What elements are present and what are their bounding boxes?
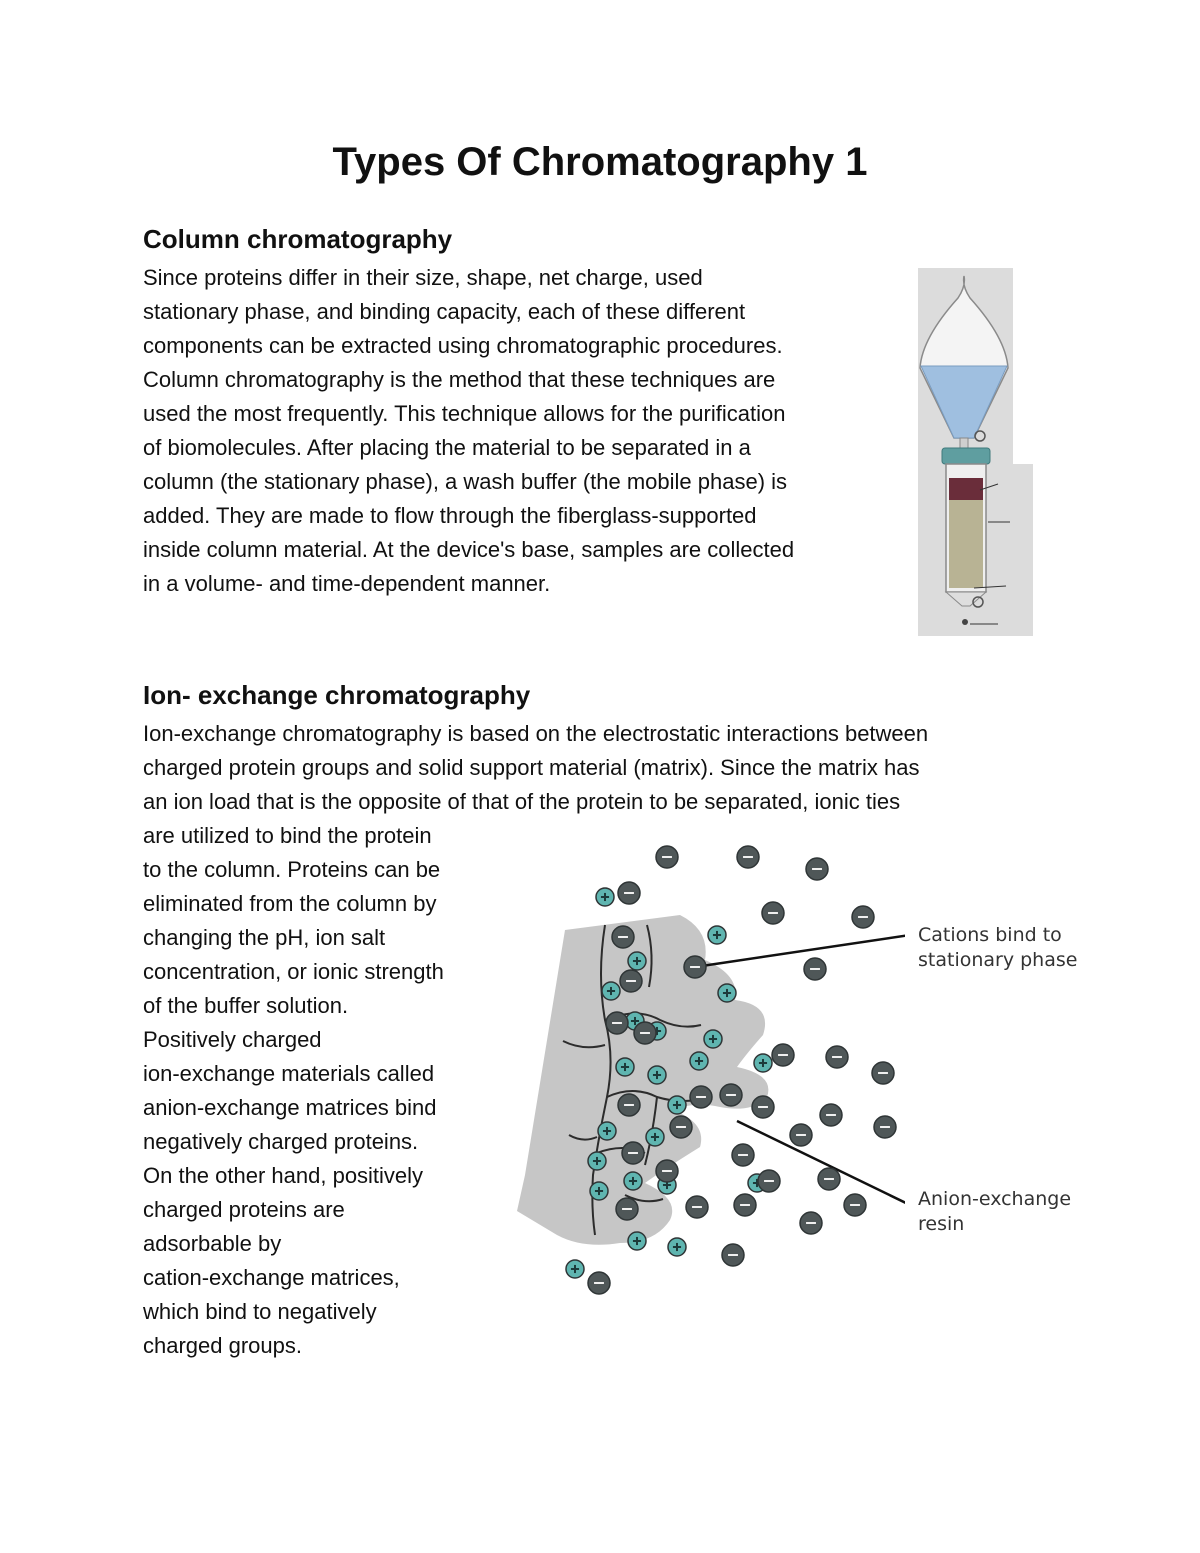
anion-icon <box>634 1022 656 1044</box>
paragraph-line: Positively charged <box>143 1027 322 1052</box>
anion-icon <box>752 1096 774 1118</box>
stationary-phase <box>949 500 983 588</box>
cation-icon <box>646 1128 664 1146</box>
anion-icon <box>826 1046 848 1068</box>
cation-icon <box>628 952 646 970</box>
drop-icon <box>962 619 968 625</box>
anion-icon <box>620 970 642 992</box>
paragraph-line: negatively charged proteins. <box>143 1129 419 1154</box>
callout-line-2: resin <box>918 1213 965 1235</box>
anion-icon <box>872 1062 894 1084</box>
cation-icon <box>628 1232 646 1250</box>
paragraph-line: stationary phase, and binding capacity, each of these different <box>143 299 746 324</box>
anion-icon <box>820 1104 842 1126</box>
paragraph-line: used the most frequently. This technique allows for the purification <box>143 401 786 426</box>
anion-icon <box>656 1160 678 1182</box>
callout-line-1: Cations bind to <box>918 924 1062 946</box>
anion-icon <box>806 858 828 880</box>
cation-icon <box>704 1030 722 1048</box>
anion-icon <box>804 958 826 980</box>
column-chromatography-paragraph <box>143 261 794 601</box>
cation-icon <box>668 1238 686 1256</box>
anion-icon <box>684 956 706 978</box>
ion-exchange-figure <box>505 835 905 1315</box>
paragraph-line: an ion load that is the opposite of that of the protein to be separated, ionic ties <box>143 789 901 814</box>
anion-icon <box>686 1196 708 1218</box>
callout-line-1: Anion-exchange <box>918 1188 1072 1210</box>
anion-icon <box>616 1198 638 1220</box>
paragraph-line: charged groups. <box>143 1333 302 1358</box>
figure-background-tab <box>1013 464 1033 636</box>
paragraph-line: concentration, or ionic strength <box>143 959 444 984</box>
anion-icon <box>622 1142 644 1164</box>
callout-line-2: stationary phase <box>918 949 1078 971</box>
section-heading-ion-exchange: Ion- exchange chromatography <box>143 680 531 710</box>
cation-icon <box>602 982 620 1000</box>
anion-icon <box>618 1094 640 1116</box>
cation-icon <box>624 1172 642 1190</box>
cation-icon <box>708 926 726 944</box>
anion-icon <box>690 1086 712 1108</box>
anion-icon <box>722 1244 744 1266</box>
cation-icon <box>754 1054 772 1072</box>
column-cap <box>942 448 990 464</box>
cation-icon <box>648 1066 666 1084</box>
paragraph-line: inside column material. At the device's base, samples are collected <box>143 537 795 562</box>
anion-icon <box>656 846 678 868</box>
cation-icon <box>718 984 736 1002</box>
column-apparatus-figure <box>918 268 1036 636</box>
paragraph-line: are utilized to bind the protein <box>143 823 432 848</box>
anion-icon <box>618 882 640 904</box>
anion-icon <box>844 1194 866 1216</box>
callout-line-cations <box>695 935 905 967</box>
paragraph-line: components can be extracted using chromatographic procedures. <box>143 333 783 358</box>
cation-icon <box>566 1260 584 1278</box>
paragraph-line: charged protein groups and solid support material (matrix). Since the matrix has <box>143 755 920 780</box>
anion-icon <box>734 1194 756 1216</box>
cation-icon <box>616 1058 634 1076</box>
anion-icon <box>670 1116 692 1138</box>
paragraph-line: Column chromatography is the method that these techniques are <box>143 367 776 392</box>
paragraph-line: Ion-exchange chromatography is based on the electrostatic interactions between <box>143 721 929 746</box>
callout-label-resin <box>918 1187 1071 1237</box>
paragraph-line: cation-exchange matrices, <box>143 1265 400 1290</box>
anion-icon <box>606 1012 628 1034</box>
anion-icon <box>720 1084 742 1106</box>
paragraph-line: of biomolecules. After placing the material to be separated in a <box>143 435 751 460</box>
anion-icon <box>874 1116 896 1138</box>
anion-icon <box>852 906 874 928</box>
anion-icon <box>800 1212 822 1234</box>
anion-icon <box>758 1170 780 1192</box>
cation-icon <box>588 1152 606 1170</box>
cation-icon <box>668 1096 686 1114</box>
paragraph-line: anion-exchange matrices bind <box>143 1095 437 1120</box>
anion-icon <box>612 926 634 948</box>
paragraph-line: On the other hand, positively <box>143 1163 424 1188</box>
paragraph-line: to the column. Proteins can be <box>143 857 441 882</box>
page-title: Types Of Chromatography 1 <box>332 140 868 184</box>
anion-icon <box>818 1168 840 1190</box>
paragraph-line: column (the stationary phase), a wash buffer (the mobile phase) is <box>143 469 788 494</box>
anion-icon <box>762 902 784 924</box>
cation-icon <box>590 1182 608 1200</box>
cation-icon <box>596 888 614 906</box>
anion-icon <box>737 846 759 868</box>
paragraph-line: in a volume- and time-dependent manner. <box>143 571 551 596</box>
paragraph-line: changing the pH, ion salt <box>143 925 386 950</box>
callout-label-cations <box>918 923 1077 973</box>
anion-icon <box>588 1272 610 1294</box>
paragraph-line: added. They are made to flow through the fiberglass-supported <box>143 503 757 528</box>
section-heading-column: Column chromatography <box>143 224 453 254</box>
paragraph-line: of the buffer solution. <box>143 993 349 1018</box>
paragraph-line: charged proteins are <box>143 1197 345 1222</box>
cation-icon <box>690 1052 708 1070</box>
anion-icon <box>732 1144 754 1166</box>
paragraph-line: which bind to negatively <box>143 1299 377 1324</box>
sample-band <box>949 478 983 500</box>
paragraph-line: ion-exchange materials called <box>143 1061 435 1086</box>
cation-icon <box>598 1122 616 1140</box>
anion-icon <box>790 1124 812 1146</box>
paragraph-line: Since proteins differ in their size, shape, net charge, used <box>143 265 703 290</box>
anion-icon <box>772 1044 794 1066</box>
paragraph-line: eliminated from the column by <box>143 891 437 916</box>
paragraph-line: adsorbable by <box>143 1231 282 1256</box>
